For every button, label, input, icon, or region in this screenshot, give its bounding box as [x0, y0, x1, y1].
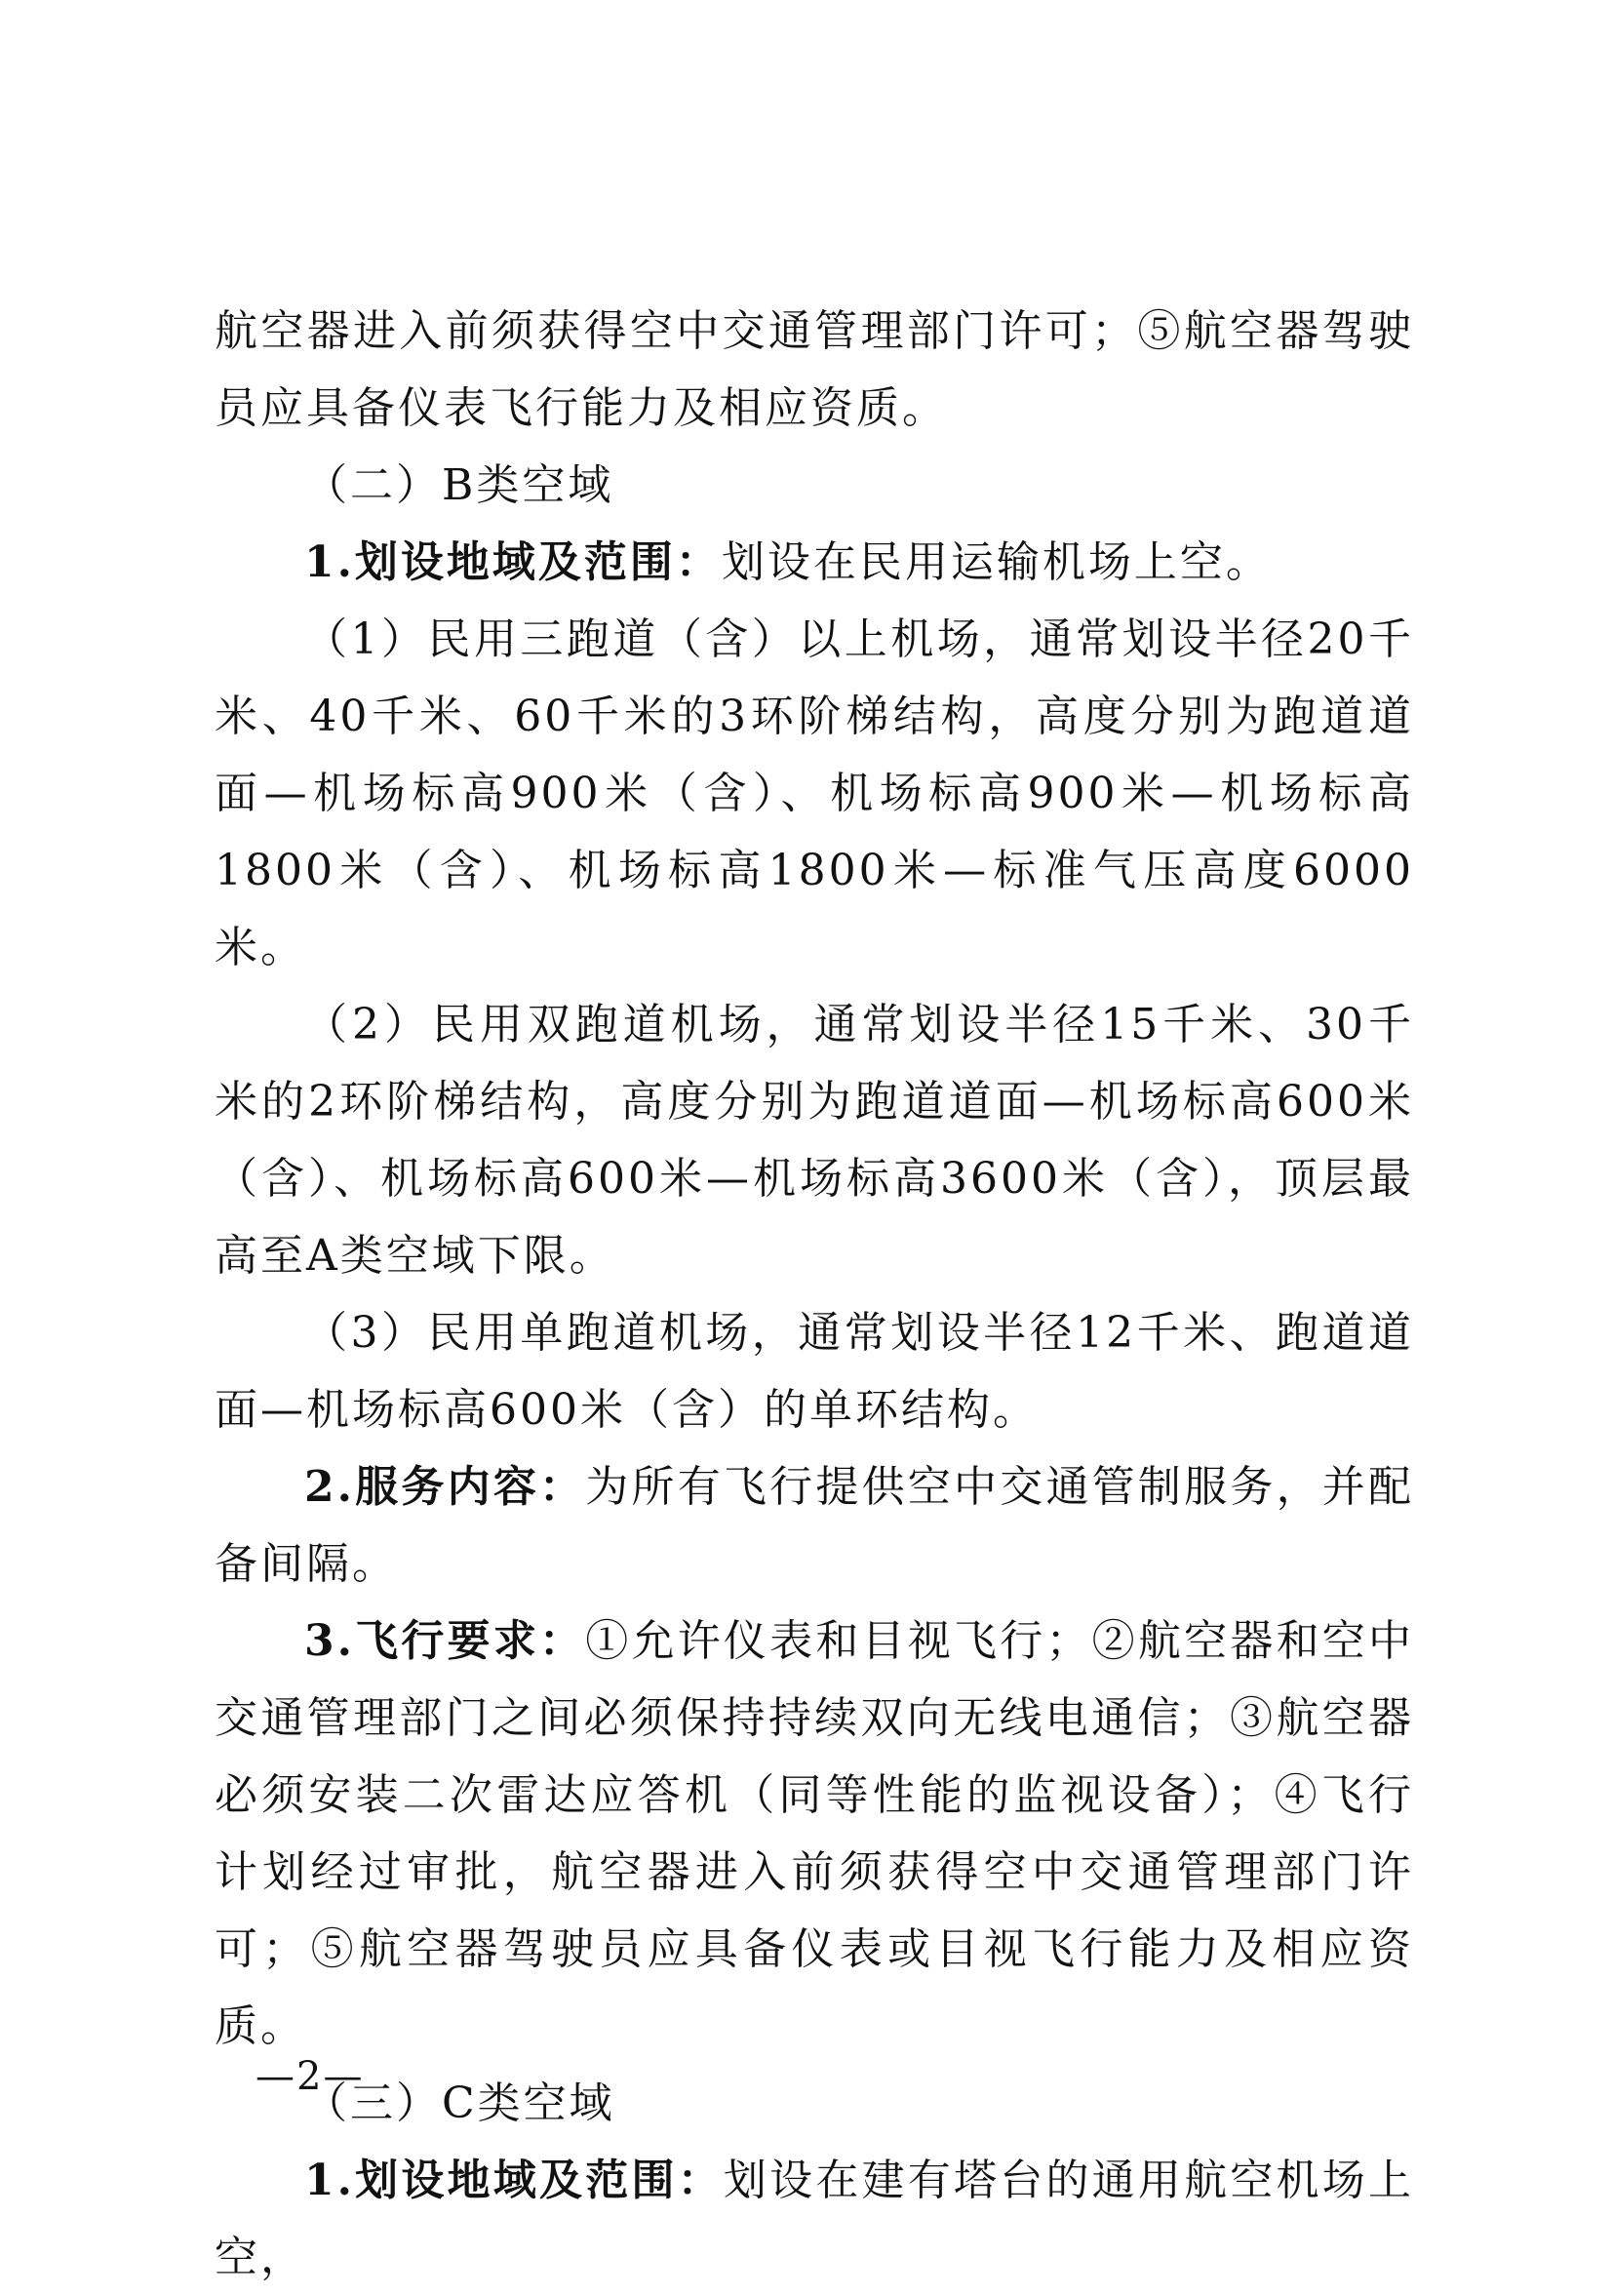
item-label: 2.服务内容：: [304, 1462, 586, 1512]
paragraph-b-flight-requirements: [215, 1603, 1414, 2065]
item-label: 1.划设地域及范围：: [304, 2156, 724, 2205]
item-text: 划设在建有塔台的通用航空机场上空，: [215, 2156, 1415, 2282]
paragraph-b-service: [215, 1448, 1414, 1603]
item-text: ①允许仪表和目视飞行；②航空器和空中交通管理部门之间必须保持持续双向无线电通信；③航空器必须安装二次雷达应答机（同等性能的监视设备）；④飞行计划经过审批，航空器进入前须获得空中交通管理部门许可；⑤航空器驾驶员应具备仪表或目视飞行能力及相应资质。: [215, 1616, 1415, 2051]
paragraph-c-scope: [215, 2142, 1414, 2296]
item-text: 为所有飞行提供空中交通管制服务，并配备间隔。: [215, 1462, 1415, 1589]
item-text: 划设在民用运输机场上空。: [721, 537, 1272, 587]
section-heading-b-airspace: （二）B类空域: [304, 460, 614, 510]
item-label: 1.划设地域及范围：: [304, 537, 722, 587]
paragraph-continuation: 航空器进入前须获得空中交通管理部门许可；⑤航空器驾驶员应具备仪表飞行能力及相应资质。: [215, 306, 1414, 433]
paragraph-three-runway: （1）民用三跑道（含）以上机场，通常划设半径20千米、40千米、60千米的3环阶梯结构，高度分别为跑道道面—机场标高900米（含）、机场标高900米—机场标高1800米（含）、机场标高1800米—标准气压高度6000米。: [215, 614, 1414, 972]
section-heading-c-airspace: （三）C类空域: [304, 2078, 615, 2128]
item-label: 3.飞行要求：: [304, 1616, 586, 1666]
paragraph-two-runway: （2）民用双跑道机场，通常划设半径15千米、30千米的2环阶梯结构，高度分别为跑道道面—机场标高600米（含）、机场标高600米—机场标高3600米（含），顶层最高至A类空域下限。: [215, 1000, 1414, 1281]
body-text: [215, 293, 1414, 2296]
paragraph-b-scope: [215, 524, 1414, 601]
paragraph-single-runway: （3）民用单跑道机场，通常划设半径12千米、跑道道面—机场标高600米（含）的单环结构。: [215, 1308, 1414, 1435]
page-number: —2—: [256, 2054, 365, 2099]
